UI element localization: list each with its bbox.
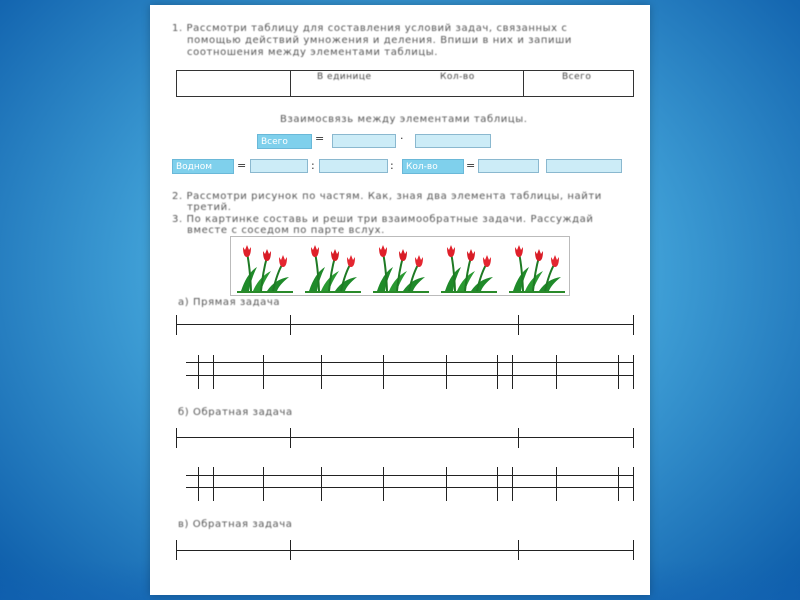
segment-tick xyxy=(618,467,619,501)
segment-tick xyxy=(290,428,291,448)
equals-sign: = xyxy=(237,159,247,172)
task3-line1: 3. По картинке составь и реши три взаимообратные задачи. Рассуждай xyxy=(172,214,594,225)
segment-tick xyxy=(446,355,447,389)
segment-tick xyxy=(497,355,498,389)
equals-sign: = xyxy=(466,159,476,172)
worksheet-page xyxy=(150,5,650,595)
data-table xyxy=(176,70,634,97)
table-header-unit: В единице xyxy=(317,72,372,82)
segment-tick xyxy=(556,467,557,501)
problem-b-label: б) Обратная задача xyxy=(178,407,293,418)
segment-tick xyxy=(618,355,619,389)
segment-tick xyxy=(518,315,519,335)
segment-tick xyxy=(213,467,214,501)
segment-tick xyxy=(176,540,177,560)
segment-line xyxy=(186,475,634,476)
segment-line xyxy=(176,550,634,551)
equals-sign: = xyxy=(315,132,325,145)
tulips-illustration xyxy=(231,237,569,295)
segment-tick xyxy=(633,315,634,335)
divide-sign: : xyxy=(311,159,315,172)
segment-tick xyxy=(497,467,498,501)
segment-tick xyxy=(518,540,519,560)
segment-tick xyxy=(263,467,264,501)
relations-title: Взаимосвязь между элементами таблицы. xyxy=(280,114,528,125)
tulips-picture xyxy=(230,236,570,296)
segment-tick xyxy=(263,355,264,389)
answer-box[interactable] xyxy=(332,134,396,148)
segment-line xyxy=(176,437,634,438)
segment-tick xyxy=(633,467,634,501)
segment-line xyxy=(186,487,634,488)
segment-tick xyxy=(518,428,519,448)
segment-tick xyxy=(198,467,199,501)
label-total: Всего xyxy=(257,134,312,149)
segment-tick xyxy=(446,467,447,501)
segment-tick xyxy=(556,355,557,389)
multiply-sign: · xyxy=(400,132,404,145)
task3-line2: вместе с соседом по парте вслух. xyxy=(187,225,385,236)
segment-tick xyxy=(176,315,177,335)
segment-tick xyxy=(383,467,384,501)
task1-line2: помощью действий умножения и деления. Впиши в них и запиши xyxy=(187,35,572,46)
segment-tick xyxy=(321,467,322,501)
segment-tick xyxy=(213,355,214,389)
segment-tick xyxy=(198,355,199,389)
segment-line xyxy=(186,362,634,363)
task2-line1: 2. Рассмотри рисунок по частям. Как, зная два элемента таблицы, найти xyxy=(172,191,602,202)
segment-tick xyxy=(633,355,634,389)
divide-sign: : xyxy=(390,159,394,172)
answer-box[interactable] xyxy=(478,159,539,173)
task1-line1: 1. Рассмотри таблицу для составления условий задач, связанных с xyxy=(172,23,568,34)
label-per-unit: Водном xyxy=(172,159,234,174)
problem-c-label: в) Обратная задача xyxy=(178,519,293,530)
segment-line xyxy=(176,324,634,325)
segment-tick xyxy=(321,355,322,389)
table-header-count: Кол-во xyxy=(440,72,475,82)
answer-box[interactable] xyxy=(250,159,308,173)
segment-tick xyxy=(290,540,291,560)
answer-box[interactable] xyxy=(319,159,388,173)
answer-box[interactable] xyxy=(546,159,622,173)
segment-tick xyxy=(512,355,513,389)
answer-box[interactable] xyxy=(415,134,491,148)
task2-line2: третий. xyxy=(187,202,232,213)
segment-tick xyxy=(176,428,177,448)
table-header-total: Всего xyxy=(562,72,592,82)
problem-a-label: а) Прямая задача xyxy=(178,297,281,308)
task1-line3: соотношения между элементами таблицы. xyxy=(187,47,438,58)
label-count: Кол-во xyxy=(402,159,464,174)
segment-tick xyxy=(290,315,291,335)
segment-tick xyxy=(633,540,634,560)
segment-line xyxy=(186,375,634,376)
table-divider xyxy=(523,71,524,96)
segment-tick xyxy=(512,467,513,501)
table-divider xyxy=(290,71,291,96)
segment-tick xyxy=(633,428,634,448)
segment-tick xyxy=(383,355,384,389)
